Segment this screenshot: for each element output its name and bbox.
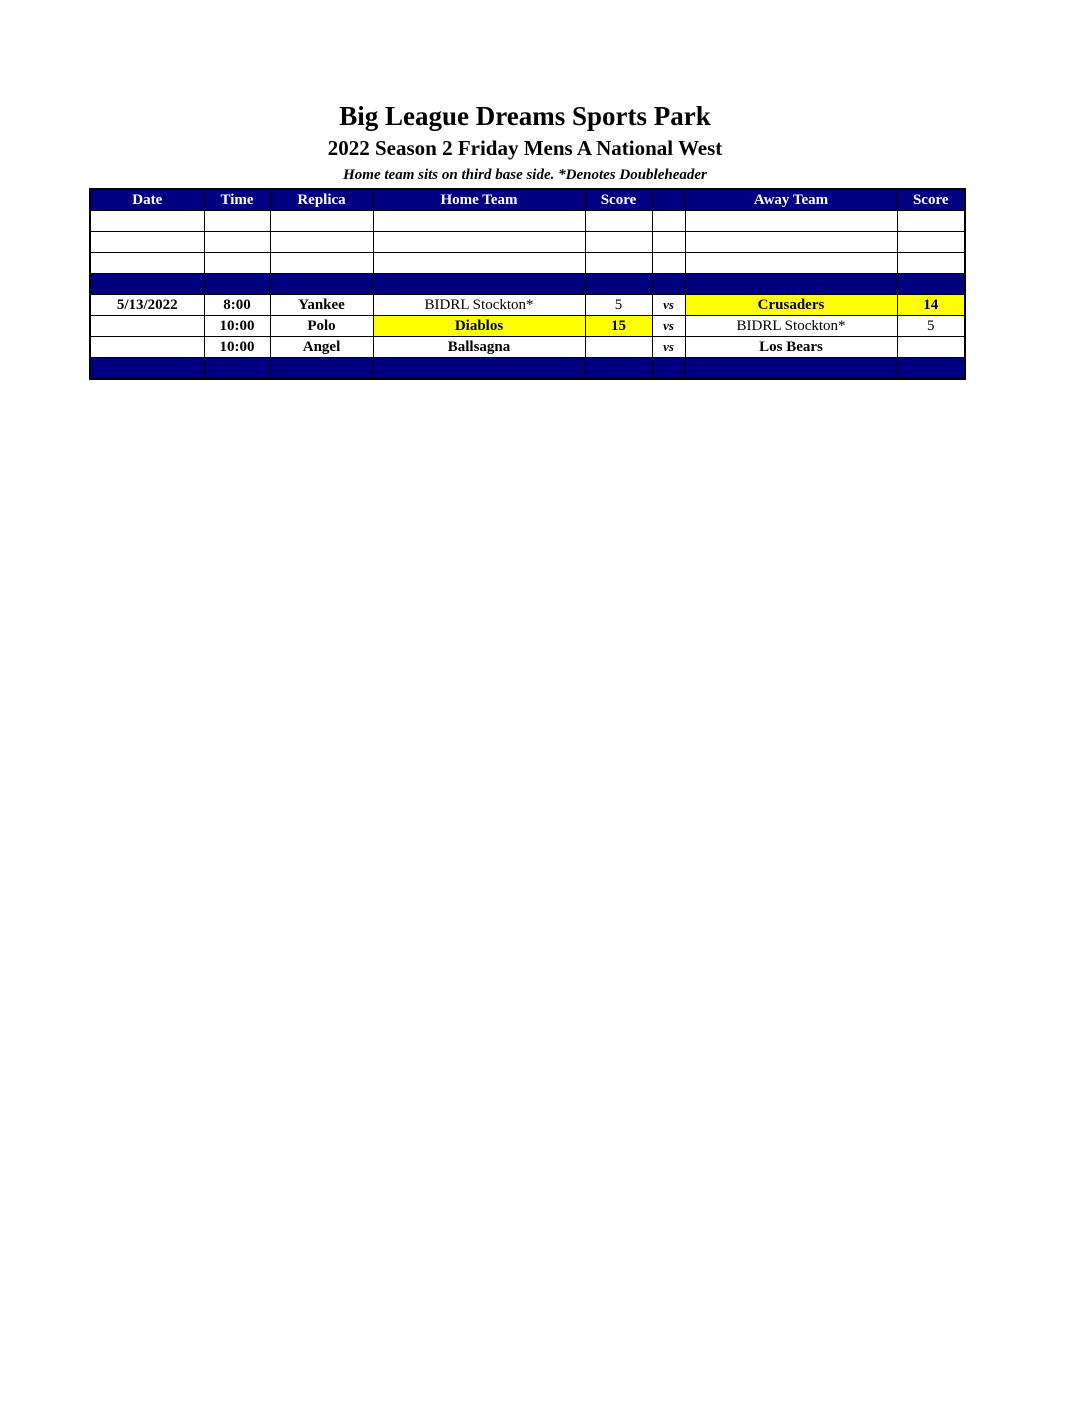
table-header-row <box>90 189 965 211</box>
separator-cell <box>90 274 204 295</box>
column-header-home-team: Home Team <box>373 189 585 211</box>
column-header-away-team: Away Team <box>685 189 897 211</box>
empty-row <box>90 253 965 274</box>
empty-cell <box>897 211 965 232</box>
empty-cell <box>652 253 685 274</box>
empty-cell <box>652 211 685 232</box>
away-team-score-winner: 14 <box>897 295 965 316</box>
separator-cell <box>652 274 685 295</box>
home-team-name: BIDRL Stockton* <box>373 295 585 316</box>
separator-cell <box>585 274 652 295</box>
versus-label: vs <box>652 295 685 316</box>
schedule-table <box>89 188 966 380</box>
separator-cell <box>373 274 585 295</box>
column-header-vs <box>652 189 685 211</box>
empty-row <box>90 211 965 232</box>
empty-cell <box>685 253 897 274</box>
empty-cell <box>90 211 204 232</box>
away-team-name-winner: Crusaders <box>685 295 897 316</box>
page-subtitle: 2022 Season 2 Friday Mens A National West <box>327 136 723 160</box>
home-team-name: Ballsagna <box>373 337 585 358</box>
empty-cell <box>652 232 685 253</box>
empty-cell <box>270 253 373 274</box>
empty-cell <box>270 232 373 253</box>
separator-cell <box>652 358 685 380</box>
empty-cell <box>685 232 897 253</box>
separator-cell <box>373 358 585 380</box>
home-team-score: 5 <box>585 295 652 316</box>
game-replica-field: Polo <box>270 316 373 337</box>
empty-cell <box>685 211 897 232</box>
away-team-score <box>897 337 965 358</box>
separator-cell <box>897 358 965 380</box>
empty-cell <box>585 211 652 232</box>
separator-cell <box>204 274 270 295</box>
empty-cell <box>897 253 965 274</box>
home-team-score-winner: 15 <box>585 316 652 337</box>
empty-cell <box>373 253 585 274</box>
schedule-note: Home team sits on third base side. *Denotes Doubleheader <box>343 167 707 183</box>
empty-cell <box>204 232 270 253</box>
separator-row <box>90 274 965 295</box>
game-row <box>90 337 965 358</box>
separator-cell <box>90 358 204 380</box>
versus-label: vs <box>652 316 685 337</box>
empty-cell <box>373 232 585 253</box>
separator-cell <box>204 358 270 380</box>
away-team-name: BIDRL Stockton* <box>685 316 897 337</box>
empty-cell <box>204 253 270 274</box>
game-row <box>90 295 965 316</box>
column-header-home-score: Score <box>585 189 652 211</box>
separator-row <box>90 358 965 380</box>
away-team-name: Los Bears <box>685 337 897 358</box>
separator-cell <box>270 358 373 380</box>
home-team-name-winner: Diablos <box>373 316 585 337</box>
empty-cell <box>90 253 204 274</box>
separator-cell <box>685 358 897 380</box>
empty-cell <box>897 232 965 253</box>
home-team-score <box>585 337 652 358</box>
game-date <box>90 337 204 358</box>
game-time: 10:00 <box>204 316 270 337</box>
game-replica-field: Angel <box>270 337 373 358</box>
separator-cell <box>685 274 897 295</box>
empty-cell <box>270 211 373 232</box>
separator-cell <box>270 274 373 295</box>
page-title: Big League Dreams Sports Park <box>339 101 711 131</box>
game-row <box>90 316 965 337</box>
empty-cell <box>204 211 270 232</box>
column-header-away-score: Score <box>897 189 965 211</box>
away-team-score: 5 <box>897 316 965 337</box>
game-date <box>90 316 204 337</box>
separator-cell <box>897 274 965 295</box>
empty-cell <box>373 211 585 232</box>
empty-row <box>90 232 965 253</box>
column-header-date: Date <box>90 189 204 211</box>
game-date: 5/13/2022 <box>90 295 204 316</box>
empty-cell <box>585 253 652 274</box>
separator-cell <box>585 358 652 380</box>
empty-cell <box>585 232 652 253</box>
column-header-time: Time <box>204 189 270 211</box>
versus-label: vs <box>652 337 685 358</box>
empty-cell <box>90 232 204 253</box>
game-time: 8:00 <box>204 295 270 316</box>
column-header-replica: Replica <box>270 189 373 211</box>
game-replica-field: Yankee <box>270 295 373 316</box>
game-time: 10:00 <box>204 337 270 358</box>
